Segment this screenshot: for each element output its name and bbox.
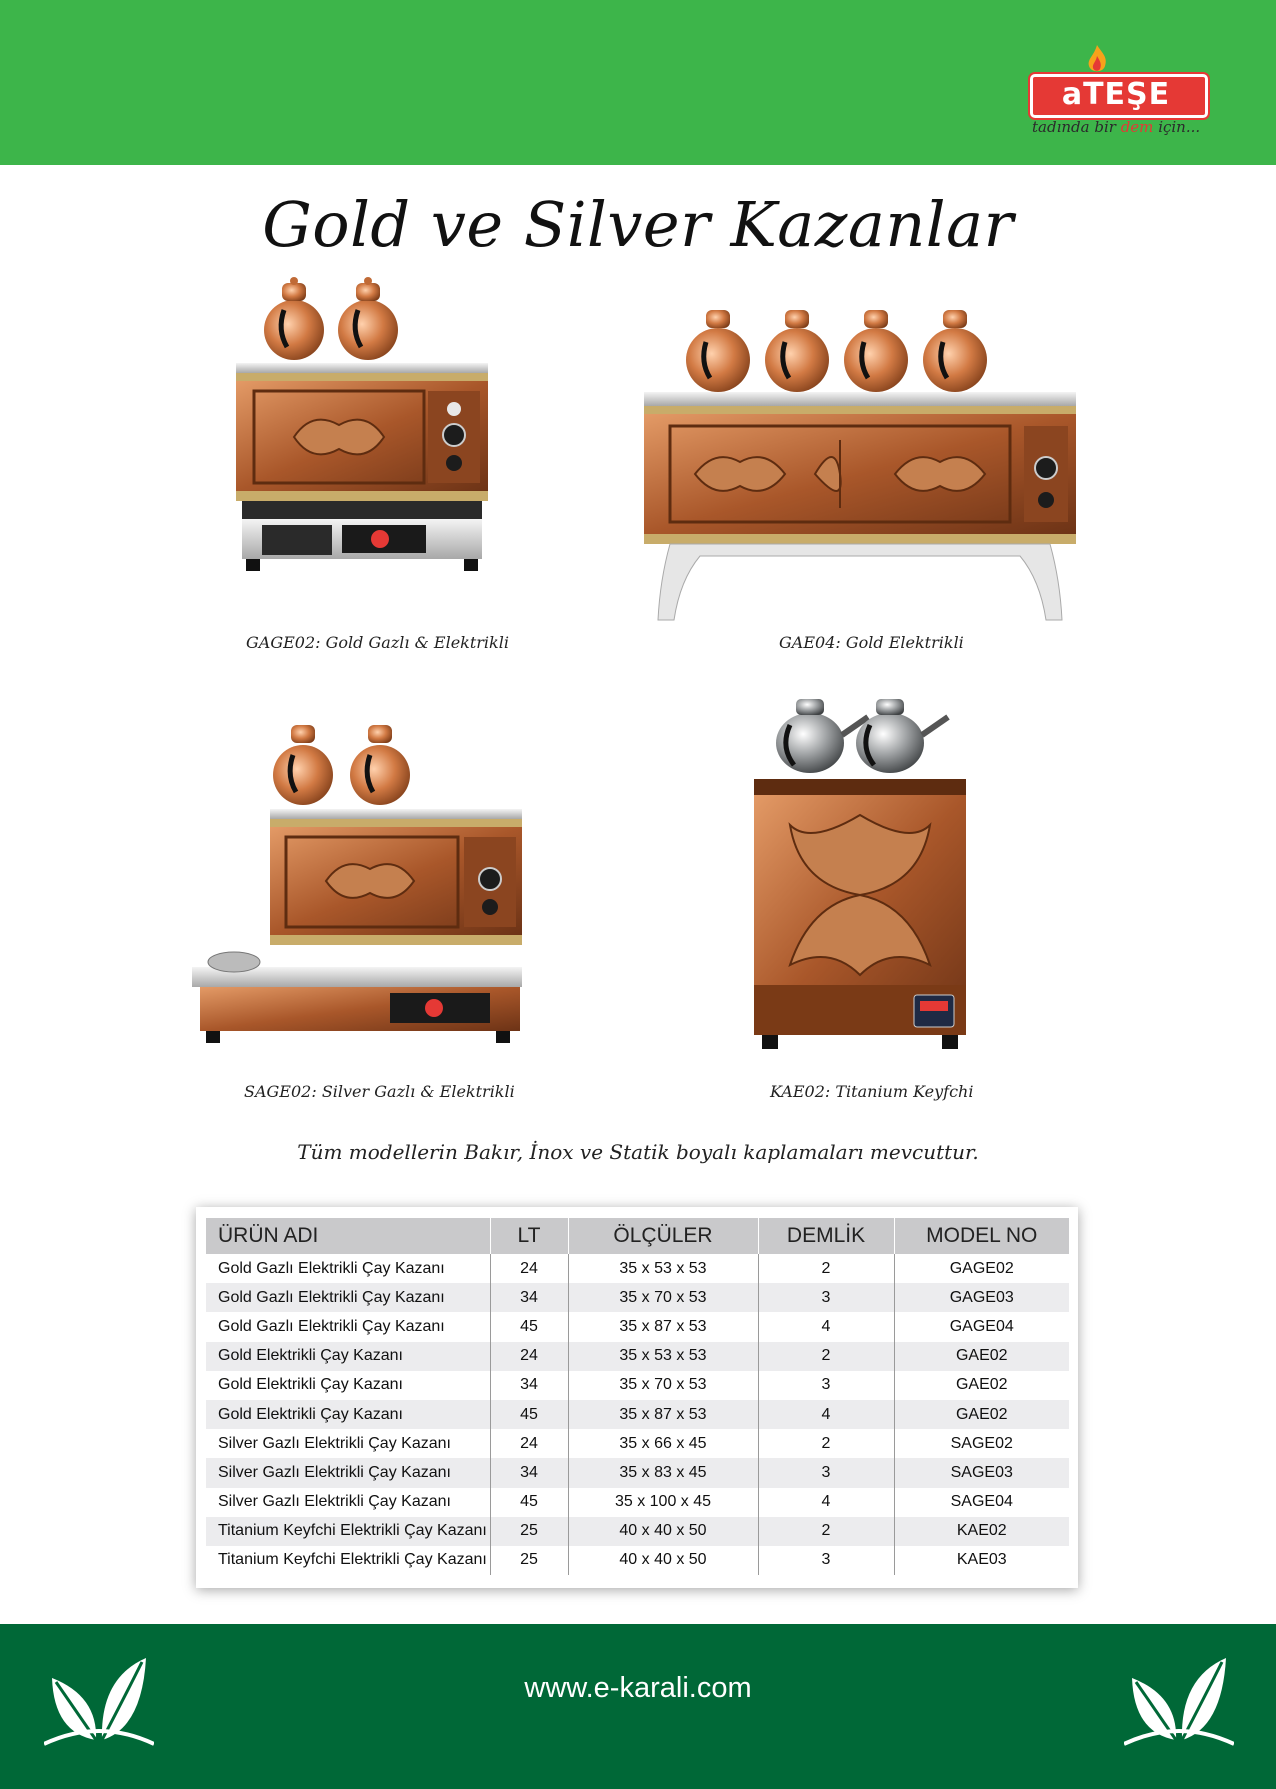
logo-wordmark: aTEŞE (1061, 77, 1171, 112)
column-header-teapot: DEMLİK (758, 1218, 894, 1254)
teapot-icon (765, 310, 829, 392)
flame-icon (1084, 44, 1110, 76)
cell-dimensions: 35 x 53 x 53 (568, 1254, 758, 1283)
teapot-icon (923, 310, 987, 392)
cell-dimensions: 35 x 70 x 53 (568, 1371, 758, 1400)
cell-teapot: 3 (758, 1371, 894, 1400)
product-caption: KAE02: Titanium Keyfchi (770, 1082, 974, 1101)
specs-table (206, 1218, 1069, 1575)
product-gage02-illustration (232, 275, 492, 630)
product-sage02 (190, 717, 530, 1072)
cell-model-no: GAGE03 (894, 1283, 1069, 1312)
cell-product-name: Silver Gazlı Elektrikli Çay Kazanı (206, 1488, 490, 1517)
table-row (206, 1283, 1069, 1312)
product-kae02 (750, 695, 970, 1070)
teapot-icon (273, 725, 333, 805)
cell-teapot: 2 (758, 1429, 894, 1458)
specs-table-card (196, 1207, 1078, 1588)
cell-lt: 45 (490, 1312, 568, 1341)
cell-teapot: 2 (758, 1254, 894, 1283)
cell-model-no: SAGE04 (950, 1493, 1013, 1511)
product-gae04-illustration (640, 300, 1080, 630)
cell-product-name: Gold Elektrikli Çay Kazanı (206, 1371, 490, 1400)
cell-lt: 24 (490, 1342, 568, 1371)
table-row (206, 1371, 1069, 1400)
table-row (206, 1546, 1069, 1575)
product-kae02-illustration (750, 695, 970, 1070)
cell-product-name: Gold Elektrikli Çay Kazanı (206, 1400, 490, 1429)
cell-model-no: GAE02 (894, 1342, 1069, 1371)
cell-teapot: 2 (758, 1517, 894, 1546)
cell-model-no: GAGE02 (949, 1259, 1014, 1277)
teapot-icon (350, 725, 410, 805)
cell-lt: 25 (490, 1517, 568, 1546)
product-sage02-illustration (190, 717, 530, 1072)
cell-teapot: 4 (758, 1488, 894, 1517)
coating-note: Tüm modellerin Bakır, İnox ve Statik boyalı kaplamaları mevcuttur. (297, 1140, 979, 1164)
cell-lt: 34 (490, 1371, 568, 1400)
cell-lt: 24 (490, 1429, 568, 1458)
footer-band (0, 1624, 1276, 1789)
cell-product-name: Gold Gazlı Elektrikli Çay Kazanı (206, 1283, 490, 1312)
teapot-icon (844, 310, 908, 392)
table-row (206, 1400, 1069, 1429)
cell-teapot: 4 (758, 1312, 894, 1341)
teapot-icon (264, 277, 324, 360)
product-gae04 (640, 300, 1080, 630)
cell-model-no: SAGE02 (950, 1434, 1013, 1452)
cell-product-name: Silver Gazlı Elektrikli Çay Kazanı (206, 1429, 490, 1458)
product-gage02 (232, 275, 492, 630)
column-header-dimensions: ÖLÇÜLER (568, 1218, 758, 1254)
table-row (206, 1254, 1069, 1283)
cell-product-name: Titanium Keyfchi Elektrikli Çay Kazanı (206, 1546, 490, 1575)
cell-lt: 34 (490, 1458, 568, 1487)
cell-model-no: SAGE03 (894, 1458, 1069, 1487)
teapot-icon (686, 310, 750, 392)
cell-lt: 25 (490, 1546, 568, 1575)
product-caption: SAGE02: Silver Gazlı & Elektrikli (244, 1082, 515, 1101)
cell-teapot: 3 (758, 1458, 894, 1487)
cell-dimensions: 35 x 87 x 53 (568, 1400, 758, 1429)
table-row (206, 1342, 1069, 1371)
table-header-row (206, 1218, 1069, 1254)
cell-product-name: Titanium Keyfchi Elektrikli Çay Kazanı (206, 1517, 490, 1546)
cell-dimensions: 35 x 66 x 45 (568, 1429, 758, 1458)
cell-dimensions: 40 x 40 x 50 (568, 1517, 758, 1546)
cell-dimensions: 35 x 83 x 45 (568, 1458, 758, 1487)
leaf-icon (1124, 1648, 1234, 1748)
column-header-lt: LT (490, 1218, 568, 1254)
logo-tagline: tadında bir dem için... (1032, 118, 1201, 136)
column-header-product-name: ÜRÜN ADI (206, 1218, 490, 1254)
cell-model-no: GAE02 (894, 1400, 1069, 1429)
website-link[interactable]: www.e-karali.com (524, 1672, 752, 1704)
cell-product-name: Gold Elektrikli Çay Kazanı (206, 1342, 490, 1371)
brand-logo[interactable] (1030, 42, 1210, 142)
cell-dimensions: 35 x 53 x 53 (568, 1342, 758, 1371)
cell-lt: 34 (490, 1283, 568, 1312)
cell-teapot: 2 (758, 1342, 894, 1371)
page-title: Gold ve Silver Kazanlar (262, 188, 1014, 261)
cell-lt: 45 (490, 1488, 568, 1517)
cell-teapot: 3 (758, 1546, 894, 1575)
cell-lt: 24 (490, 1254, 568, 1283)
teapot-icon (776, 699, 868, 773)
cell-dimensions: 35 x 87 x 53 (568, 1312, 758, 1341)
cell-dimensions: 35 x 100 x 45 (568, 1488, 758, 1517)
cell-product-name: Silver Gazlı Elektrikli Çay Kazanı (206, 1458, 490, 1487)
product-caption: GAGE02: Gold Gazlı & Elektrikli (246, 633, 509, 652)
product-caption: GAE04: Gold Elektrikli (779, 633, 964, 652)
table-row (206, 1458, 1069, 1487)
table-row (206, 1517, 1069, 1546)
table-row (206, 1488, 1069, 1517)
table-row (206, 1429, 1069, 1458)
cell-teapot: 4 (758, 1400, 894, 1429)
cell-model-no: KAE02 (894, 1517, 1069, 1546)
cell-model-no: GAGE04 (949, 1317, 1014, 1335)
cell-lt: 45 (490, 1400, 568, 1429)
cell-product-name: Gold Gazlı Elektrikli Çay Kazanı (206, 1254, 490, 1283)
teapot-icon (856, 699, 948, 773)
cell-dimensions: 40 x 40 x 50 (568, 1546, 758, 1575)
cell-product-name: Gold Gazlı Elektrikli Çay Kazanı (206, 1312, 490, 1341)
cell-teapot: 3 (758, 1283, 894, 1312)
cell-model-no: GAE02 (955, 1376, 1008, 1394)
cell-model-no: KAE03 (956, 1551, 1007, 1569)
teapot-icon (338, 277, 398, 360)
table-row (206, 1312, 1069, 1341)
column-header-model-no: MODEL NO (894, 1218, 1069, 1254)
cell-dimensions: 35 x 70 x 53 (568, 1283, 758, 1312)
